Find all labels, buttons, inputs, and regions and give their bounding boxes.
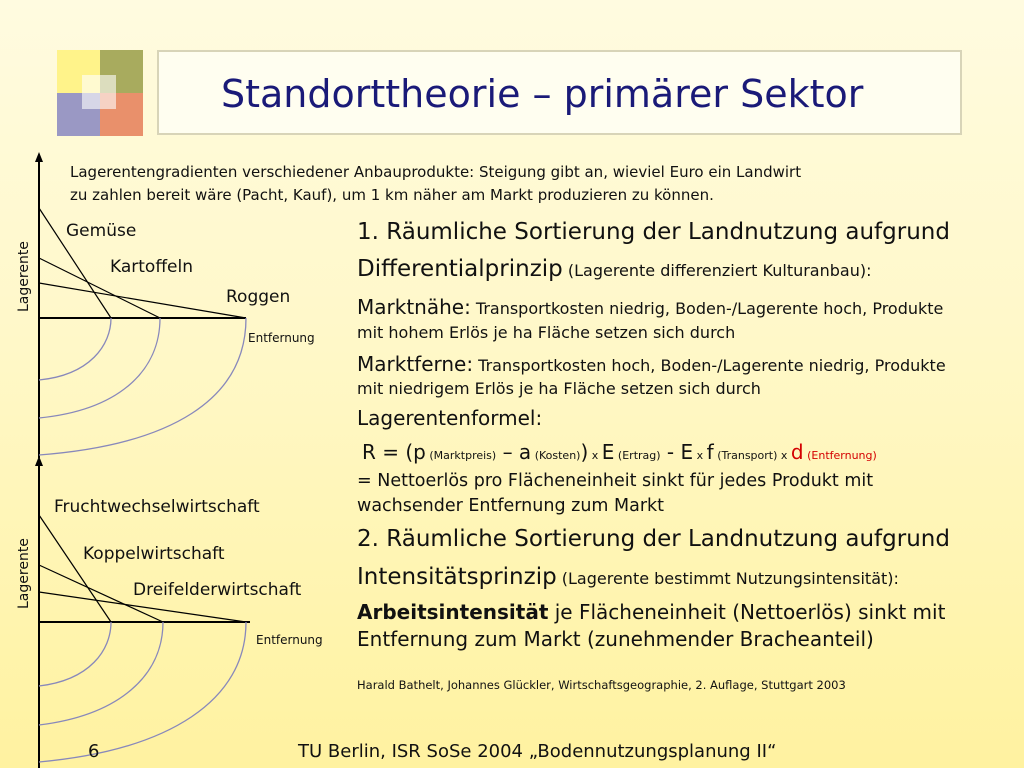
marktnaehe-head: Marktnähe: xyxy=(357,295,471,319)
formula-e: E xyxy=(601,440,615,464)
formula-r-p: R = (p xyxy=(362,440,426,464)
intensitaetsprinzip-explanation: (Lagerente bestimmt Nutzungsintensität): xyxy=(556,569,899,588)
zone-ring-4 xyxy=(39,622,111,686)
arbeitsintensitaet-term: Arbeitsintensität xyxy=(357,600,549,624)
formula-times-1: x xyxy=(588,449,602,462)
label-gemuese: Gemüse xyxy=(66,221,137,241)
zone-ring-3 xyxy=(39,318,246,455)
top-y-axis-arrow xyxy=(35,152,43,162)
slide-title: Standorttheorie – primärer Sektor xyxy=(221,72,864,116)
bottom-y-axis-label: Lagerente xyxy=(16,538,32,609)
top-y-axis-label: Lagerente xyxy=(16,241,32,312)
marktnaehe-text: Transportkosten niedrig, Boden-/Lagerente hoch, Produkte xyxy=(470,299,944,318)
intro-line-1: Lagerentengradienten verschiedener Anbauprodukte: Steigung gibt an, wieviel Euro ein Landwirt xyxy=(70,163,802,181)
citation: Harald Bathelt, Johannes Glückler, Wirtschaftsgeographie, 2. Auflage, Stuttgart 2003 xyxy=(357,678,846,692)
formula-entfernung: (Entfernung) xyxy=(803,449,877,462)
top-x-axis-label: Entfernung xyxy=(248,331,315,345)
marktferne-text: Transportkosten hoch, Boden-/Lagerente niedrig, Produkte xyxy=(473,356,946,375)
zone-ring-2 xyxy=(39,318,160,418)
bottom-y-axis-arrow xyxy=(35,456,43,466)
marktferne-line-1 xyxy=(357,352,946,376)
principle-2-heading: 2. Räumliche Sortierung der Landnutzung aufgrund xyxy=(357,526,950,552)
arbeitsintensitaet-line-1 xyxy=(357,600,945,624)
arbeitsintensitaet-text: je Flächeneinheit (Nettoerlös) sinkt mit xyxy=(548,600,946,624)
lagerentenformel xyxy=(362,440,877,464)
principle-2-subheading xyxy=(357,564,899,590)
formula-close-paren: ) xyxy=(580,440,589,464)
formula-minus-a: – a xyxy=(496,440,532,464)
arbeitsintensitaet-line-2: Entfernung zum Markt (zunehmender Bracheanteil) xyxy=(357,627,874,651)
marktnaehe-line-1 xyxy=(357,295,943,319)
marktferne-head: Marktferne: xyxy=(357,352,474,376)
formula-transport: (Transport) xyxy=(713,449,778,462)
principle-1-subheading xyxy=(357,256,871,282)
label-fruchtwechselwirtschaft: Fruchtwechselwirtschaft xyxy=(54,497,260,517)
formula-f: f xyxy=(706,440,714,464)
gradient-line-roggen xyxy=(39,283,246,318)
marktnaehe-line-2: mit hohem Erlös je ha Fläche setzen sich durch xyxy=(357,323,736,342)
formula-times-3: x xyxy=(777,449,791,462)
intro-line-2: zu zahlen bereit wäre (Pacht, Kauf), um 1 km näher am Markt produzieren zu können. xyxy=(70,186,714,204)
zone-ring-5 xyxy=(39,622,163,725)
formula-marktpreis: (Marktpreis) xyxy=(425,449,497,462)
label-koppelwirtschaft: Koppelwirtschaft xyxy=(83,544,225,564)
lagerentenformel-heading: Lagerentenformel: xyxy=(357,406,543,430)
intensitaetsprinzip-term: Intensitätsprinzip xyxy=(357,564,557,590)
nettoerloes-line-1: = Nettoerlös pro Flächeneinheit sinkt für jedes Produkt mit xyxy=(357,471,874,491)
differentialprinzip-explanation: (Lagerente differenziert Kulturanbau): xyxy=(562,261,872,280)
bottom-x-axis-label: Entfernung xyxy=(256,633,323,647)
principle-1-heading: 1. Räumliche Sortierung der Landnutzung aufgrund xyxy=(357,219,950,245)
differentialprinzip-term: Differentialprinzip xyxy=(357,256,563,282)
formula-ertrag: (Ertrag) xyxy=(614,449,661,462)
formula-minus-e: - E xyxy=(660,440,694,464)
formula-d: d xyxy=(790,440,804,464)
marktferne-line-2: mit niedrigem Erlös je ha Fläche setzen sich durch xyxy=(357,379,761,398)
page-number: 6 xyxy=(88,741,100,762)
gradient-line-fruchtwechsel xyxy=(39,515,111,622)
zone-ring-6 xyxy=(39,622,246,762)
label-dreifelderwirtschaft: Dreifelderwirtschaft xyxy=(133,580,302,600)
formula-kosten: (Kosten) xyxy=(531,449,581,462)
nettoerloes-line-2: wachsender Entfernung zum Markt xyxy=(357,496,665,516)
zone-ring-1 xyxy=(39,318,111,380)
footer-text: TU Berlin, ISR SoSe 2004 „Bodennutzungsplanung II“ xyxy=(298,741,777,762)
formula-times-2: x xyxy=(693,449,707,462)
label-roggen: Roggen xyxy=(226,287,291,307)
label-kartoffeln: Kartoffeln xyxy=(110,257,193,277)
